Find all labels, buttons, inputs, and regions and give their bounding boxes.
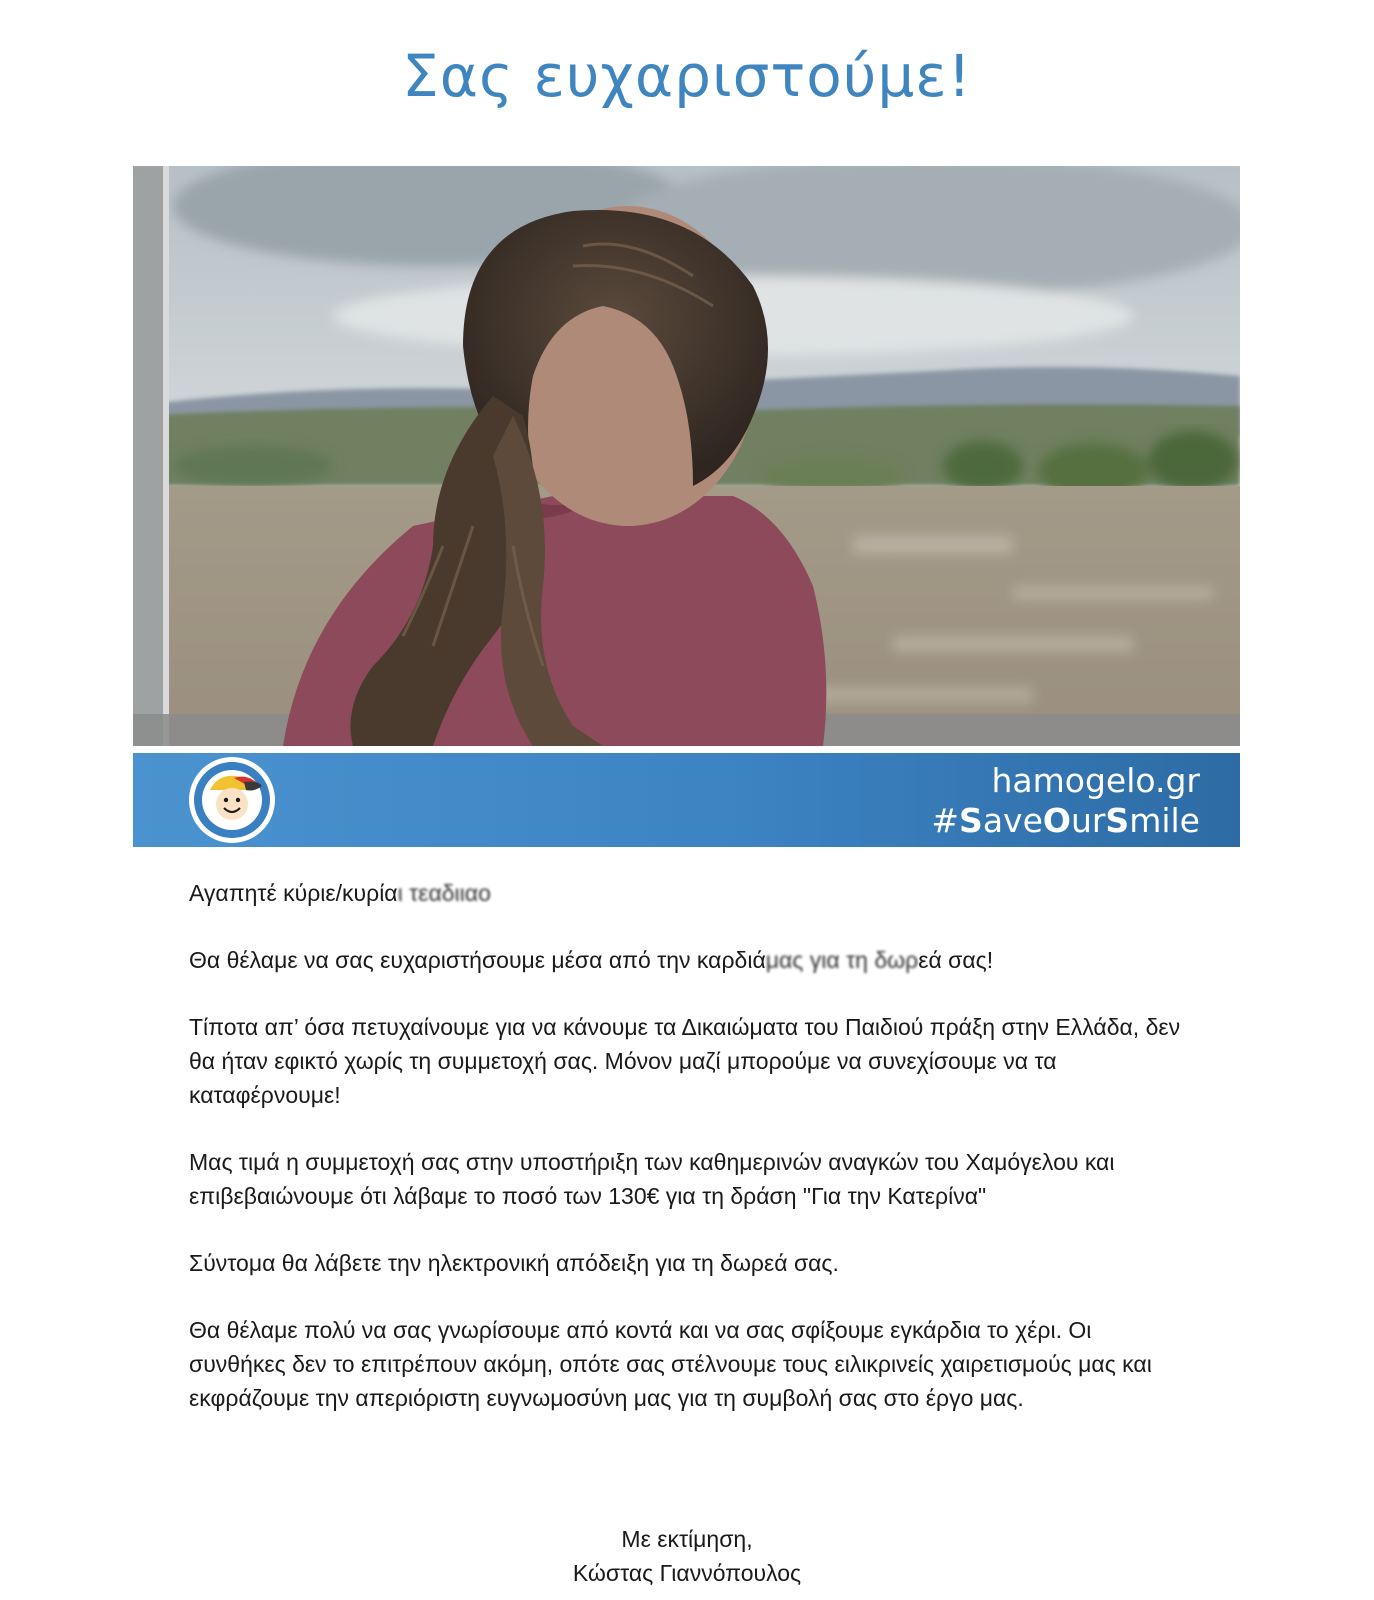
page-title: Σας ευχαριστούμε! xyxy=(402,42,972,110)
tag-part: ur xyxy=(1070,801,1106,840)
paragraph-rights: Τίποτα απ’ όσα πετυχαίνουμε για να κάνουμε τα Δικαιώματα του Παιδιού πράξη στην Ελλάδα, δεν θα ήταν εφικτό χωρίς τη συμμετοχή σας. Μόνον μαζί μπορούμε να συνεχίσουμε να τα καταφέρνουμε! xyxy=(189,1014,1181,1108)
hero-photo xyxy=(133,166,1240,746)
greeting-prefix: Αγαπητέ κύριε/κυρία xyxy=(189,880,398,906)
brand-banner xyxy=(133,753,1240,847)
signer-name: Κώστας Γιαννόπουλος xyxy=(572,1560,802,1586)
signature-block xyxy=(0,1522,1374,1590)
hamogelo-smile-logo-icon[interactable] xyxy=(188,756,276,844)
tag-part: ave xyxy=(982,801,1043,840)
hashtag-save-our-smile[interactable] xyxy=(931,801,1200,840)
thanks-start: Θα θέλαμε να σας ευχαριστήσουμε μέσα από την καρδιά xyxy=(189,947,766,973)
paragraph-receipt: Σύντομα θα λάβετε την ηλεκτρονική απόδειξη για τη δωρεά σας. xyxy=(189,1250,839,1276)
tag-part: # xyxy=(931,801,960,840)
tag-part: mile xyxy=(1129,801,1200,840)
greeting-name-redacted: ι τεαδιιαο xyxy=(397,880,491,906)
girl-looking-out-window-photo xyxy=(133,166,1240,746)
paragraph-thanks xyxy=(189,943,1189,977)
paragraph-greetings: Θα θέλαμε πολύ να σας γνωρίσουμε από κοντά και να σας σφίξουμε εγκάρδια το χέρι. Οι συνθήκες δεν το επιτρέπουν ακόμη, οπότε σας στέλνουμε τους ειλικρινείς χαιρετισμούς μας και εκφράζουμε την απεριόριστη ευγνωμοσύνη μας για τη συμβολή σας στο έργο μας. xyxy=(189,1317,1152,1411)
thanks-redacted: μας για τη δωρ xyxy=(765,947,919,973)
paragraph-donation: Μας τιμά η συμμετοχή σας στην υποστήριξη των καθημερινών αναγκών του Χαμόγελου και επιβεβαιώνουμε ότι λάβαμε το ποσό των 130€ για τη δράση "Για την Κατερίνα" xyxy=(189,1149,1115,1209)
thanks-end: εά σας! xyxy=(918,947,994,973)
regards-line: Με εκτίμηση, xyxy=(621,1526,753,1552)
tag-part: O xyxy=(1042,801,1071,840)
site-domain[interactable]: hamogelo.gr xyxy=(991,761,1200,800)
tag-part: S xyxy=(959,801,983,840)
tag-part: S xyxy=(1105,801,1130,840)
letter-body xyxy=(189,876,1189,1448)
greeting xyxy=(189,876,1189,910)
